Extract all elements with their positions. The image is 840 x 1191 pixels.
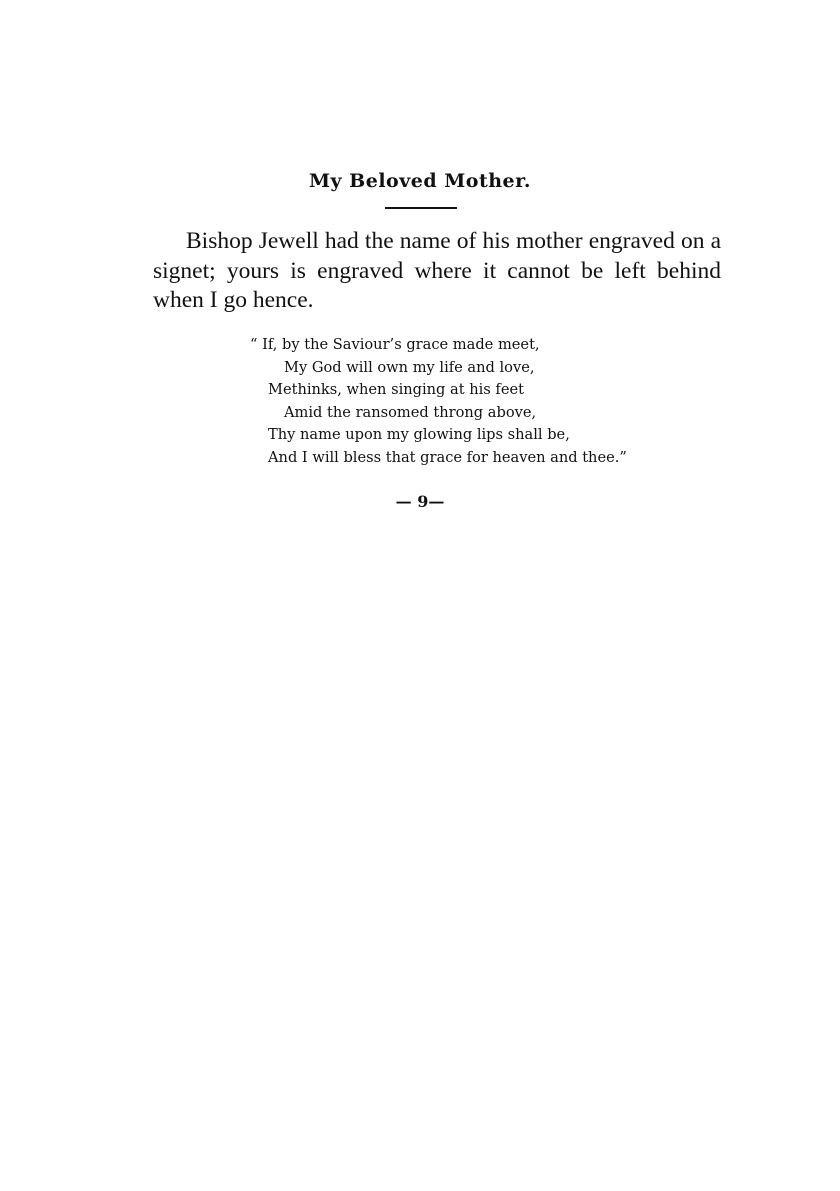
poem-quotation (250, 334, 670, 470)
page-number: — 9— (395, 492, 445, 511)
poem-line: My God will own my life and love, (284, 358, 535, 376)
body-paragraph: Bishop Jewell had the name of his mother engraved on a signet; yours is engraved where it cannot be left behind when I go hence. (153, 228, 721, 313)
poem-line: And I will bless that grace for heaven and thee.” (268, 448, 627, 466)
poem-line: Amid the ransomed throng above, (284, 403, 537, 421)
page-heading: My Beloved Mother. (308, 170, 532, 192)
poem-line: Thy name upon my glowing lips shall be, (268, 426, 570, 444)
poem-line: Methinks, when singing at his feet (268, 381, 524, 399)
poem-line: “ If, by the Saviour’s grace made meet, (250, 336, 540, 353)
heading-rule (385, 207, 457, 209)
